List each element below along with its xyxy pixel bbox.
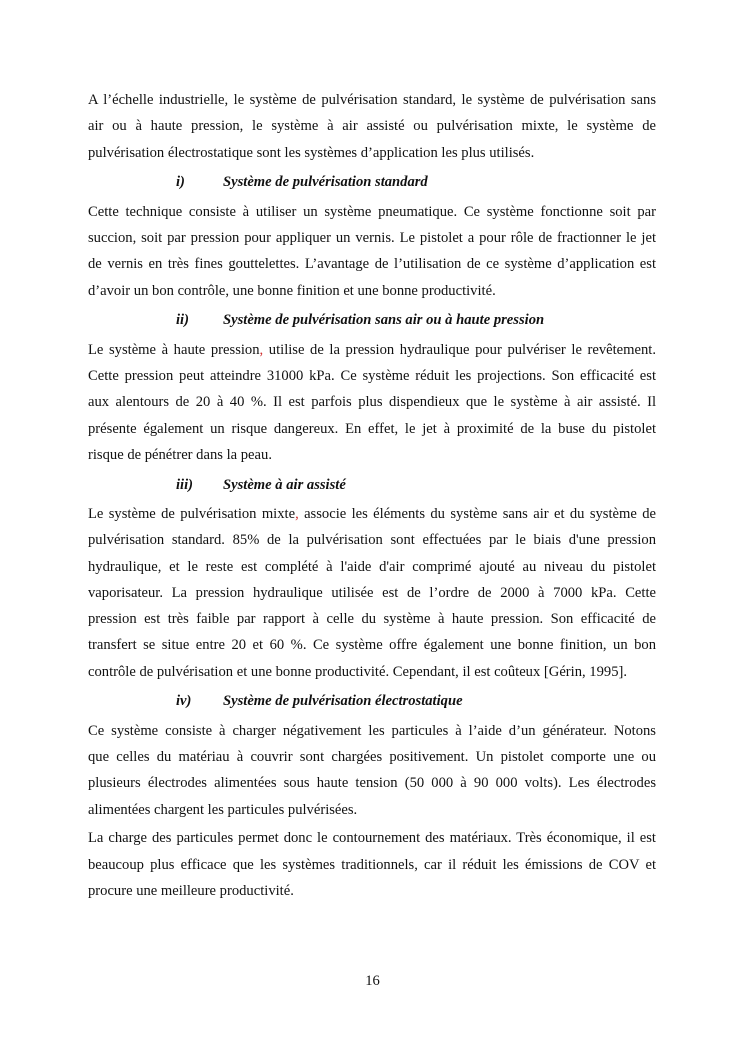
- text-line: hydraulique, et le reste est complété à l'aide d'air comprimé ajouté au niveau du pistolet: [88, 558, 656, 575]
- paragraph: [88, 337, 656, 468]
- text-line: Cette pression peut atteindre 31000 kPa. Ce système réduit les projections. Son efficacité est: [88, 367, 656, 384]
- text-line: pulvérisation électrostatique sont les systèmes d’application les plus utilisés.: [88, 144, 535, 161]
- section-heading: [88, 306, 656, 334]
- text-line: succion, soit par pression pour appliquer un vernis. Le pistolet a pour rôle de fractionner le jet: [88, 229, 656, 246]
- section-number: iii): [176, 476, 194, 493]
- highlighted-comma: ,: [295, 505, 299, 522]
- section-heading: [88, 471, 656, 499]
- text-segment: utilise de la pression hydraulique pour pulvériser le revêtement.: [263, 341, 656, 358]
- text-segment: associe les éléments du système sans air et du système de: [298, 505, 656, 522]
- section-heading: [88, 687, 656, 715]
- text-line: A l’échelle industrielle, le système de pulvérisation standard, le système de pulvérisation sans: [88, 92, 656, 108]
- text-line: vaporisateur. La pression hydraulique utilisée est de l’ordre de 2000 à 7000 kPa. Cette: [88, 584, 656, 601]
- text-line: [88, 337, 656, 363]
- section-heading: [88, 168, 656, 196]
- page-number: 16: [365, 973, 380, 989]
- text-line: Cette technique consiste à utiliser un système pneumatique. Ce système fonctionne soit par: [88, 203, 656, 220]
- section-title: Système de pulvérisation standard: [223, 174, 428, 191]
- text-line: de vernis en très fines gouttelettes. L’avantage de l’utilisation de ce système d’application est: [88, 256, 656, 273]
- section-title: Système de pulvérisation électrostatique: [223, 693, 463, 710]
- text-line: alimentées chargent les particules pulvérisées.: [88, 801, 358, 818]
- text-segment: Le système de pulvérisation mixte: [88, 505, 296, 522]
- text-line: plusieurs électrodes alimentées sous haute tension (50 000 à 90 000 volts). Les électrodes: [88, 775, 656, 792]
- section-title: Système à air assisté: [223, 476, 346, 493]
- highlighted-comma: ,: [259, 341, 264, 358]
- paragraph: [88, 199, 656, 304]
- section-number: i): [176, 174, 185, 191]
- text-line: d’avoir un bon contrôle, une bonne finition et une bonne productivité.: [88, 282, 496, 299]
- paragraph: [88, 87, 656, 166]
- section-number: ii): [176, 312, 189, 329]
- text-line: pression est très faible par rapport à celle du système à haute pression. Son efficacité de: [88, 611, 656, 628]
- section-title: Système de pulvérisation sans air ou à haute pression: [223, 312, 545, 329]
- text-line: Ce système consiste à charger négativement les particules à l’aide d’un générateur. Notons: [88, 722, 656, 739]
- text-line: procure une meilleure productivité.: [88, 882, 294, 899]
- text-line: contrôle de pulvérisation et une bonne productivité. Cependant, il est coûteux [Gérin, 1995].: [88, 663, 628, 680]
- text-line: aux alentours de 20 à 40 %. Il est parfois plus dispendieux que le système à air assisté. Il: [88, 394, 656, 411]
- paragraph: [88, 825, 656, 904]
- text-line: beaucoup plus efficace que les systèmes traditionnels, car il réduit les émissions de COV et: [88, 856, 656, 873]
- text-line: [88, 501, 656, 527]
- text-line: pulvérisation standard. 85% de la pulvérisation sont effectuées par le biais d'une pression: [88, 532, 656, 549]
- paragraph: [88, 718, 656, 823]
- text-line: air ou à haute pression, le système à air assisté ou pulvérisation mixte, le système de: [88, 118, 656, 135]
- text-line: risque de pénétrer dans la peau.: [88, 446, 272, 463]
- paragraph: [88, 501, 656, 685]
- text-line: présente également un risque dangereux. En effet, le jet à proximité de la buse du pistolet: [88, 420, 656, 437]
- document-body: [88, 87, 656, 907]
- text-segment: Le système à haute pression: [88, 341, 260, 358]
- text-line: que celles du matériau à couvrir sont chargées positivement. Un pistolet comporte une ou: [88, 749, 656, 766]
- text-line: La charge des particules permet donc le contournement des matériaux. Très économique, il est: [88, 830, 656, 847]
- section-number: iv): [176, 693, 192, 710]
- text-line: transfert se situe entre 20 et 60 %. Ce système offre également une bonne finition, un bon: [88, 637, 656, 654]
